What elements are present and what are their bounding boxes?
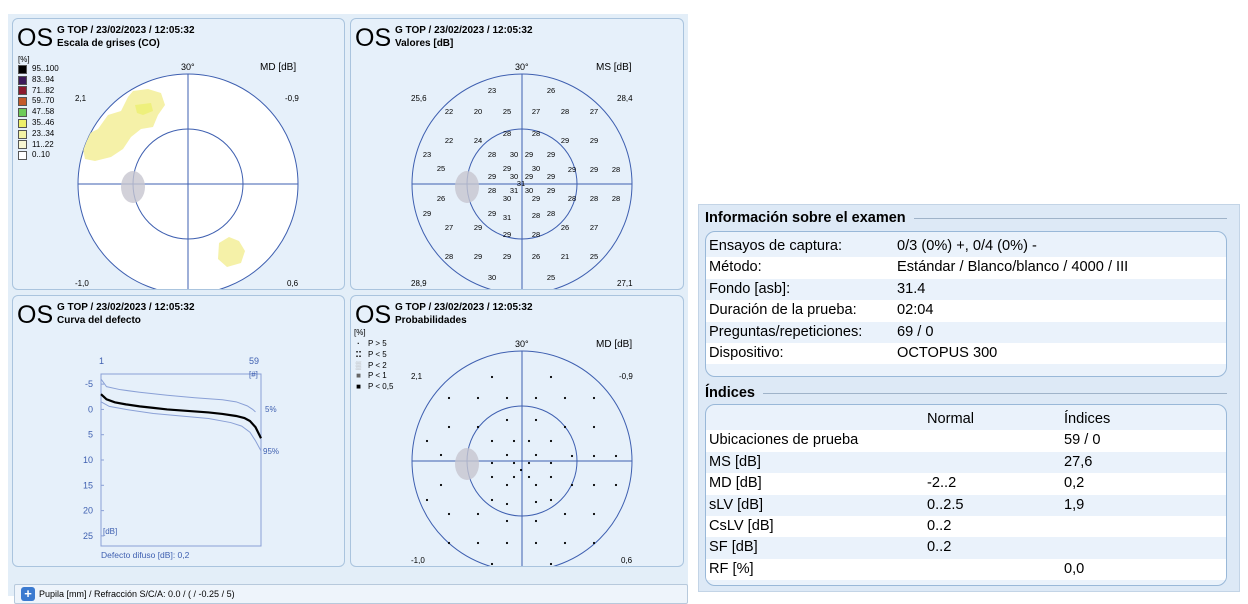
threshold-value: 28 bbox=[560, 107, 570, 116]
index-label: MS [dB] bbox=[709, 453, 761, 470]
quadrant-value-tl: 25,6 bbox=[411, 94, 427, 103]
probability-dot bbox=[615, 484, 617, 486]
x-end-label: 59 bbox=[249, 356, 260, 366]
quadrant-value-tl: 2,1 bbox=[411, 372, 423, 381]
percentile-5-label: 5% bbox=[265, 405, 277, 414]
perimetry-area bbox=[8, 14, 688, 601]
probability-dot bbox=[477, 397, 479, 399]
index-normal-range: -2..2 bbox=[927, 475, 957, 492]
probability-dot bbox=[535, 397, 537, 399]
legend-label: P > 5 bbox=[368, 339, 387, 348]
grayscale-map bbox=[13, 19, 345, 290]
probability-dot bbox=[550, 376, 552, 378]
indices-title: Índices bbox=[705, 385, 755, 401]
quadrant-value-br: 27,1 bbox=[617, 279, 633, 288]
panel-header: G TOP / 23/02/2023 / 12:05:32 bbox=[57, 302, 195, 313]
probability-dot bbox=[520, 469, 522, 471]
threshold-value: 26 bbox=[560, 223, 570, 232]
panel-header: G TOP / 23/02/2023 / 12:05:32 bbox=[57, 25, 195, 36]
legend-unit: [%] bbox=[18, 55, 30, 64]
panel-subtitle: Probabilidades bbox=[395, 315, 467, 326]
threshold-value: 24 bbox=[473, 136, 483, 145]
indices-heading bbox=[705, 385, 1227, 401]
percentile-95-label: 95% bbox=[263, 447, 280, 456]
legend-label: 71..82 bbox=[32, 85, 55, 95]
index-value: 59 / 0 bbox=[1064, 432, 1101, 449]
indices-column-header: Índices bbox=[1064, 411, 1111, 427]
threshold-value: 29 bbox=[546, 172, 556, 181]
probability-map bbox=[351, 296, 684, 567]
threshold-value: 22 bbox=[444, 136, 454, 145]
eye-label: OS bbox=[17, 24, 54, 52]
probability-dot bbox=[506, 419, 508, 421]
threshold-value: 31 bbox=[509, 186, 519, 195]
legend-label: 95..100 bbox=[32, 64, 59, 73]
legend-symbol: ■ bbox=[356, 371, 361, 381]
legend-unit: [%] bbox=[354, 328, 366, 337]
quadrant-value-tr: -0,9 bbox=[619, 372, 633, 381]
threshold-value: 29 bbox=[560, 136, 570, 145]
threshold-value: 30 bbox=[531, 164, 541, 173]
exam-info-title: Información sobre el examen bbox=[705, 210, 906, 226]
probability-dot bbox=[535, 542, 537, 544]
panel-header: G TOP / 23/02/2023 / 12:05:32 bbox=[395, 25, 533, 36]
legend-label: P < 5 bbox=[368, 349, 387, 359]
indices-row bbox=[706, 452, 1226, 473]
threshold-value: 28 bbox=[611, 194, 621, 203]
threshold-value: 29 bbox=[524, 150, 534, 159]
threshold-value: 21 bbox=[560, 252, 570, 261]
x-unit-label: [#] bbox=[249, 370, 258, 379]
threshold-value: 27 bbox=[531, 107, 541, 116]
probability-dot bbox=[477, 542, 479, 544]
panel-header: G TOP / 23/02/2023 / 12:05:32 bbox=[395, 302, 533, 313]
probability-dot bbox=[477, 426, 479, 428]
probability-dot bbox=[448, 397, 450, 399]
probability-dot bbox=[477, 513, 479, 515]
legend-symbol: ⁚⁚ bbox=[355, 349, 362, 359]
threshold-value: 26 bbox=[531, 252, 541, 261]
threshold-value: 29 bbox=[589, 165, 599, 174]
probability-dot bbox=[426, 440, 428, 442]
legend-symbol: ■ bbox=[356, 382, 361, 392]
exam-info-value: 31.4 bbox=[897, 280, 926, 297]
y-tick-label: -5 bbox=[84, 379, 93, 390]
pupil-refraction-bar[interactable] bbox=[14, 584, 688, 604]
threshold-value: 28 bbox=[444, 252, 454, 261]
probability-dot bbox=[528, 440, 530, 442]
quadrant-value-bl: 28,9 bbox=[411, 279, 427, 288]
threshold-value: 29 bbox=[531, 194, 541, 203]
threshold-value: 27 bbox=[589, 107, 599, 116]
probability-dot bbox=[506, 484, 508, 486]
indices-row bbox=[706, 516, 1226, 537]
threshold-value: 30 bbox=[509, 172, 519, 181]
y-tick-label: 20 bbox=[82, 505, 93, 516]
index-value: 1,9 bbox=[1064, 496, 1085, 513]
threshold-value: 29 bbox=[473, 223, 483, 232]
y-tick-label: 5 bbox=[87, 429, 93, 440]
index-label: SF [dB] bbox=[709, 539, 758, 556]
probability-dot bbox=[564, 542, 566, 544]
probability-dot bbox=[506, 397, 508, 399]
indices-row bbox=[706, 559, 1226, 580]
defect-curve-chart bbox=[13, 296, 345, 567]
probability-dot bbox=[440, 454, 442, 456]
exam-info-row bbox=[706, 257, 1226, 278]
probability-dot bbox=[491, 440, 493, 442]
threshold-value: 28 bbox=[567, 194, 577, 203]
index-label: Ubicaciones de prueba bbox=[709, 432, 859, 449]
threshold-value: 29 bbox=[422, 209, 432, 218]
probability-dot bbox=[535, 419, 537, 421]
index-normal-range: 0..2 bbox=[927, 517, 952, 534]
pupil-refraction-text: Pupila [mm] / Refracción S/C/A: 0.0 / ( / -0.25 / 5) bbox=[39, 589, 235, 599]
threshold-value: 28 bbox=[589, 194, 599, 203]
threshold-value: 28 bbox=[611, 165, 621, 174]
probability-dot bbox=[491, 499, 493, 501]
probability-dot bbox=[491, 563, 493, 565]
exam-info-row bbox=[706, 279, 1226, 300]
threshold-value: 28 bbox=[531, 211, 541, 220]
defect-curve-panel bbox=[12, 295, 345, 567]
probability-dot bbox=[491, 376, 493, 378]
index-value: 0,0 bbox=[1064, 560, 1085, 577]
quadrant-value-tl: 2,1 bbox=[75, 94, 87, 103]
probability-dot bbox=[571, 484, 573, 486]
threshold-value: 27 bbox=[589, 223, 599, 232]
degree-label: 30° bbox=[515, 62, 529, 72]
probability-dot bbox=[491, 462, 493, 464]
grayscale-panel bbox=[12, 18, 345, 290]
legend-label: 59..70 bbox=[32, 96, 55, 106]
probabilities-panel bbox=[350, 295, 684, 567]
threshold-value: 30 bbox=[524, 186, 534, 195]
panel-subtitle: Escala de grises (CO) bbox=[57, 38, 160, 49]
probability-dot bbox=[513, 476, 515, 478]
exam-info-row bbox=[706, 343, 1226, 364]
y-tick-label: 15 bbox=[82, 480, 93, 491]
index-label: MD [dB] bbox=[709, 475, 762, 492]
legend-label: 83..94 bbox=[32, 74, 55, 84]
probability-dot bbox=[506, 454, 508, 456]
probability-dot bbox=[550, 462, 552, 464]
threshold-value: 29 bbox=[502, 164, 512, 173]
threshold-value: 29 bbox=[473, 252, 483, 261]
threshold-value: 30 bbox=[487, 273, 497, 282]
threshold-value: 20 bbox=[473, 107, 483, 116]
exam-info-value: 69 / 0 bbox=[897, 323, 934, 340]
threshold-value: 27 bbox=[444, 223, 454, 232]
eye-label: OS bbox=[355, 301, 392, 329]
indices-table bbox=[705, 404, 1227, 586]
exam-info-table bbox=[705, 231, 1227, 377]
values-map bbox=[351, 19, 684, 290]
threshold-value: 30 bbox=[509, 150, 519, 159]
quadrant-value-br: 0,6 bbox=[287, 279, 299, 288]
threshold-value: 25 bbox=[546, 273, 556, 282]
legend-symbol: ▒ bbox=[355, 360, 362, 370]
legend-label: P < 1 bbox=[368, 371, 387, 381]
probability-dot bbox=[491, 476, 493, 478]
probability-dot bbox=[440, 484, 442, 486]
threshold-value: 31 bbox=[502, 213, 512, 222]
legend-label: 0..10 bbox=[32, 150, 50, 160]
blind-spot bbox=[455, 448, 479, 480]
probability-dot bbox=[593, 397, 595, 399]
exam-info-heading bbox=[705, 210, 1227, 226]
degree-label: 30° bbox=[181, 62, 195, 72]
threshold-value: 25 bbox=[589, 252, 599, 261]
threshold-value: 23 bbox=[487, 86, 497, 95]
probability-dot bbox=[535, 501, 537, 503]
threshold-value: 25 bbox=[436, 164, 446, 173]
index-value: 27,6 bbox=[1064, 453, 1093, 470]
probability-dot bbox=[535, 484, 537, 486]
index-value: 0,2 bbox=[1064, 475, 1085, 492]
exam-info-value: OCTOPUS 300 bbox=[897, 344, 998, 361]
panel-subtitle: Curva del defecto bbox=[57, 315, 141, 326]
md-unit-label: MD [dB] bbox=[260, 62, 297, 73]
quadrant-value-bl: -1,0 bbox=[75, 279, 89, 288]
threshold-value: 29 bbox=[546, 150, 556, 159]
panel-subtitle: Valores [dB] bbox=[395, 38, 454, 49]
threshold-value: 29 bbox=[524, 172, 534, 181]
index-label: CsLV [dB] bbox=[709, 517, 774, 534]
legend-label: P < 0,5 bbox=[368, 382, 394, 392]
exam-info-row bbox=[706, 236, 1226, 257]
probability-dot bbox=[513, 440, 515, 442]
legend-label: 23..34 bbox=[32, 128, 55, 138]
probability-dot bbox=[615, 455, 617, 457]
y-tick-label: 0 bbox=[87, 404, 93, 415]
probability-dot bbox=[593, 513, 595, 515]
probability-dot bbox=[593, 455, 595, 457]
exam-info-label: Duración de la prueba: bbox=[709, 302, 857, 319]
indices-row bbox=[706, 495, 1226, 516]
exam-info-container bbox=[698, 204, 1240, 592]
y-unit-label: [dB] bbox=[103, 527, 118, 536]
threshold-value: 26 bbox=[436, 194, 446, 203]
probability-dot bbox=[550, 476, 552, 478]
index-normal-range: 0..2 bbox=[927, 539, 952, 556]
exam-info-label: Fondo [asb]: bbox=[709, 280, 791, 297]
probability-dot bbox=[448, 426, 450, 428]
probability-dot bbox=[535, 520, 537, 522]
legend-label: 47..58 bbox=[32, 107, 55, 117]
legend-label: P < 2 bbox=[368, 360, 387, 370]
probability-dot bbox=[426, 499, 428, 501]
probability-dot bbox=[564, 426, 566, 428]
threshold-value: 28 bbox=[531, 129, 541, 138]
threshold-value: 29 bbox=[502, 230, 512, 239]
probability-dot bbox=[448, 542, 450, 544]
normal-column-header: Normal bbox=[927, 411, 975, 427]
index-label: sLV [dB] bbox=[709, 496, 764, 513]
probability-dot bbox=[550, 563, 552, 565]
values-panel bbox=[350, 18, 684, 290]
threshold-value: 26 bbox=[546, 86, 556, 95]
x-start-label: 1 bbox=[99, 356, 105, 366]
probability-dot bbox=[550, 499, 552, 501]
probability-dot bbox=[535, 454, 537, 456]
threshold-value: 30 bbox=[502, 194, 512, 203]
legend-symbol: · bbox=[357, 339, 360, 348]
curve-series bbox=[83, 379, 261, 541]
percentile-5-curve bbox=[101, 379, 255, 412]
probability-dot bbox=[564, 513, 566, 515]
diffuse-defect-label: Defecto difuso [dB]: 0,2 bbox=[101, 550, 190, 560]
exam-info-label: Dispositivo: bbox=[709, 344, 784, 361]
threshold-value: 28 bbox=[487, 150, 497, 159]
eye-label: OS bbox=[355, 24, 392, 52]
threshold-value: 29 bbox=[487, 172, 497, 181]
quadrant-value-tr: 28,4 bbox=[617, 94, 633, 103]
probability-dot bbox=[571, 455, 573, 457]
index-label: RF [%] bbox=[709, 560, 754, 577]
threshold-value: 29 bbox=[487, 209, 497, 218]
percentile-95-curve bbox=[101, 402, 261, 451]
quadrant-value-bl: -1,0 bbox=[411, 556, 425, 565]
threshold-value: 31 bbox=[516, 179, 526, 188]
probability-dot bbox=[593, 542, 595, 544]
ms-unit-label: MS [dB] bbox=[596, 62, 632, 73]
probability-dot bbox=[528, 476, 530, 478]
probability-dot bbox=[550, 440, 552, 442]
indices-header-row bbox=[706, 409, 1226, 430]
probability-dot bbox=[564, 397, 566, 399]
threshold-value: 23 bbox=[422, 150, 432, 159]
exam-info-label: Preguntas/repeticiones: bbox=[709, 323, 863, 340]
exam-info-label: Ensayos de captura: bbox=[709, 238, 843, 254]
exam-info-label: Método: bbox=[709, 259, 762, 276]
threshold-value: 28 bbox=[502, 129, 512, 138]
exam-info-value: Estándar / Blanco/blanco / 4000 / III bbox=[897, 259, 1129, 276]
plot-frame bbox=[101, 374, 261, 546]
probability-dot bbox=[593, 484, 595, 486]
threshold-value: 29 bbox=[546, 186, 556, 195]
exam-info-row bbox=[706, 322, 1226, 343]
threshold-value: 29 bbox=[567, 165, 577, 174]
probability-dot bbox=[506, 542, 508, 544]
indices-row bbox=[706, 473, 1226, 494]
expand-plus-icon[interactable]: + bbox=[21, 587, 35, 601]
eye-label: OS bbox=[17, 301, 54, 329]
indices-row bbox=[706, 537, 1226, 558]
index-normal-range: 0..2.5 bbox=[927, 496, 964, 513]
exam-info-value: 0/3 (0%) +, 0/4 (0%) - bbox=[897, 238, 1037, 254]
probability-dot bbox=[506, 520, 508, 522]
quadrant-value-br: 0,6 bbox=[621, 556, 633, 565]
probability-dot bbox=[513, 462, 515, 464]
probability-dot bbox=[448, 513, 450, 515]
threshold-value: 28 bbox=[546, 209, 556, 218]
probability-dot bbox=[506, 503, 508, 505]
y-tick-label: 10 bbox=[82, 455, 93, 465]
threshold-value: 29 bbox=[589, 136, 599, 145]
exam-info-row bbox=[706, 300, 1226, 321]
exam-info-value: 02:04 bbox=[897, 302, 934, 319]
threshold-value: 28 bbox=[531, 230, 541, 239]
blind-spot bbox=[121, 171, 145, 203]
threshold-value: 22 bbox=[444, 107, 454, 116]
degree-label: 30° bbox=[515, 339, 529, 349]
legend-label: 35..46 bbox=[32, 117, 55, 127]
probability-dot bbox=[593, 426, 595, 428]
threshold-value: 28 bbox=[487, 186, 497, 195]
threshold-value: 29 bbox=[502, 252, 512, 261]
probability-dot bbox=[528, 462, 530, 464]
threshold-value: 25 bbox=[502, 107, 512, 116]
quadrant-value-tr: -0,9 bbox=[285, 94, 299, 103]
y-tick-label: 25 bbox=[82, 530, 93, 541]
md-unit-label: MD [dB] bbox=[596, 339, 633, 350]
legend-label: 11..22 bbox=[32, 139, 54, 149]
indices-row bbox=[706, 430, 1226, 451]
blind-spot bbox=[455, 171, 479, 203]
